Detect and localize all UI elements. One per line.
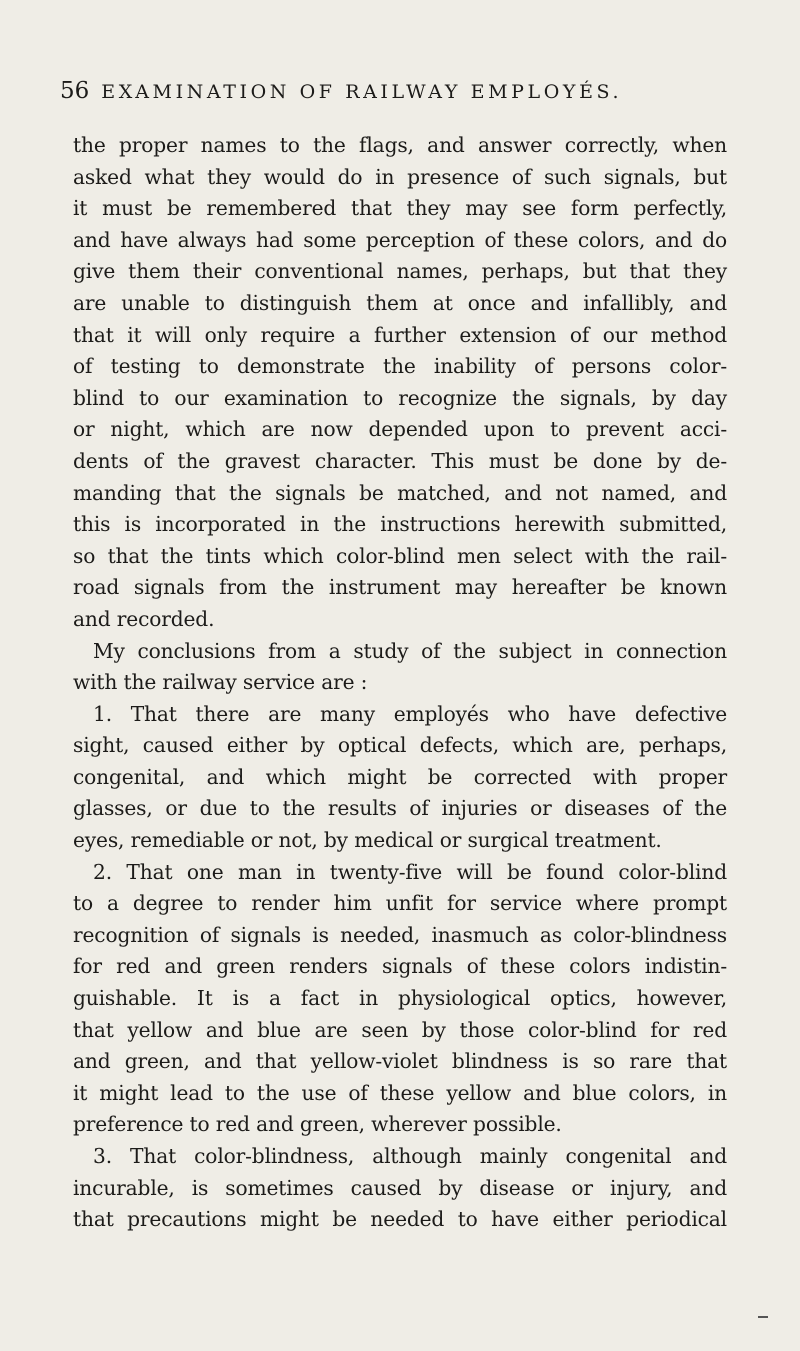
text-line: 3. That color-blindness, although mainly congenital and xyxy=(93,1144,727,1168)
text-line: guishable. It is a fact in physiological optics, however, xyxy=(73,986,727,1011)
text-line: so that the tints which color-blind men select with the rail- xyxy=(73,543,727,568)
text-line: My conclusions from a study of the subject in connection xyxy=(93,638,727,663)
text-line: for red and green renders signals of these colors indistin- xyxy=(73,954,727,979)
text-line: with the railway service are : xyxy=(73,670,368,695)
running-head: EXAMINATION OF RAILWAY EMPLOYÉS. xyxy=(101,81,623,103)
text-line: incurable, is sometimes caused by disease or injury, and xyxy=(73,1175,727,1200)
text-line: or night, which are now depended upon to prevent acci- xyxy=(73,417,727,442)
text-line: and recorded. xyxy=(73,606,215,631)
text-line: that yellow and blue are seen by those color-blind for red xyxy=(73,1017,727,1042)
text-line: manding that the signals be matched, and not named, and xyxy=(73,480,727,505)
text-line: congenital, and which might be corrected with proper xyxy=(73,764,727,789)
text-line: 1. That there are many employés who have defective xyxy=(93,701,727,726)
text-line: to a degree to render him unfit for service where prompt xyxy=(73,891,727,916)
text-line: it must be remembered that they may see form perfectly, xyxy=(73,196,727,221)
page-header xyxy=(60,78,760,112)
text-line: recognition of signals is needed, inasmuch as color-blindness xyxy=(73,922,727,947)
text-line: and have always had some perception of these colors, and do xyxy=(73,227,727,252)
text-line: of testing to demonstrate the inability of persons color- xyxy=(73,354,727,379)
text-line: blind to our examination to recognize the signals, by day xyxy=(73,385,727,410)
text-line: this is incorporated in the instructions herewith submitted, xyxy=(73,512,727,537)
page-edge-mark xyxy=(758,1316,768,1318)
text-line: 2. That one man in twenty-five will be found color-blind xyxy=(93,859,727,884)
text-line: dents of the gravest character. This must be done by de- xyxy=(73,448,727,473)
text-line: it might lead to the use of these yellow and blue colors, in xyxy=(73,1080,727,1105)
text-line: eyes, remediable or not, by medical or surgical treatment. xyxy=(73,828,662,853)
text-line: glasses, or due to the results of injuries or diseases of the xyxy=(73,796,727,821)
text-line: road signals from the instrument may hereafter be known xyxy=(73,575,727,600)
page-number: 56 xyxy=(60,78,90,104)
text-line: preference to red and green, wherever possible. xyxy=(73,1112,562,1137)
text-line: are unable to distinguish them at once and infallibly, and xyxy=(73,290,727,315)
text-line: sight, caused either by optical defects, which are, perhaps, xyxy=(73,733,727,758)
text-line: and green, and that yellow-violet blindness is so rare that xyxy=(73,1049,727,1074)
text-line: that precautions might be needed to have either periodical xyxy=(73,1207,727,1232)
text-line: the proper names to the flags, and answer correctly, when xyxy=(73,133,727,157)
text-line: that it will only require a further extension of our method xyxy=(73,322,727,347)
text-line: give them their conventional names, perhaps, but that they xyxy=(73,259,727,284)
text-line: asked what they would do in presence of such signals, but xyxy=(73,164,727,189)
body-text xyxy=(73,130,727,1236)
